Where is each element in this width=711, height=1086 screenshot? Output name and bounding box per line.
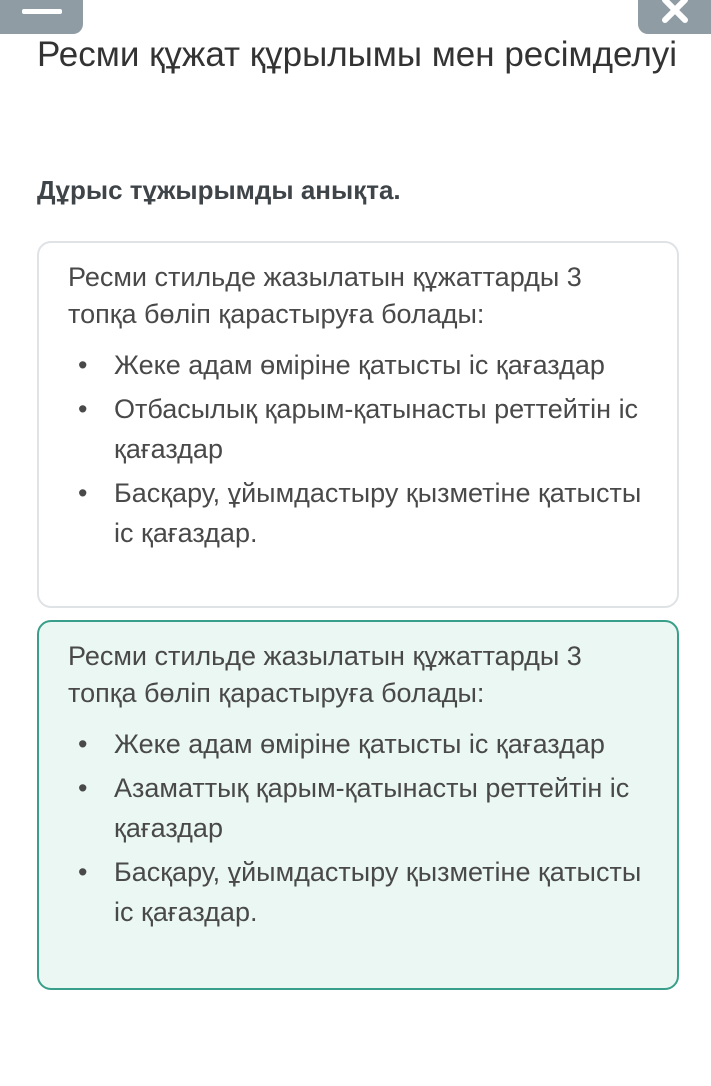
list-item (78, 724, 649, 764)
answer-option-2-selected[interactable] (37, 620, 679, 990)
list-item-text: Отбасылық қарым-қатынасты реттейтін іс қағаздар (114, 394, 639, 464)
list-item-text: Басқару, ұйымдастыру қызметіне қатысты іс қағаздар. (114, 857, 642, 927)
list-item (78, 852, 649, 932)
bullet-icon: • (78, 394, 88, 424)
close-icon (660, 0, 690, 25)
menu-button[interactable] (0, 0, 83, 34)
list-item (78, 768, 649, 848)
option-intro: Ресми стильде жазылатын құжаттарды 3 топқа бөліп қарастыруға болады: (68, 262, 582, 329)
close-button[interactable] (638, 0, 711, 34)
list-item-text: Жеке адам өміріне қатысты іс қағаздар (114, 350, 605, 380)
bullet-icon: • (78, 773, 88, 803)
page-title: Ресми құжат құрылымы мен ресімделуі (37, 35, 678, 74)
list-item-text: Азаматтық қарым-қатынасты реттейтін іс қағаздар (114, 773, 630, 843)
option-list (68, 345, 649, 553)
option-list (68, 724, 649, 932)
list-item (78, 389, 649, 469)
list-item (78, 345, 649, 385)
bullet-icon: • (78, 857, 88, 887)
list-item (78, 473, 649, 553)
answer-option-1[interactable] (37, 241, 679, 608)
bullet-icon: • (78, 350, 88, 380)
list-item-text: Жеке адам өміріне қатысты іс қағаздар (114, 729, 605, 759)
list-item-text: Басқару, ұйымдастыру қызметіне қатысты іс қағаздар. (114, 478, 642, 548)
question-prompt: Дұрыс тұжырымды анықта. (37, 175, 401, 205)
bullet-icon: • (78, 729, 88, 759)
option-intro: Ресми стильде жазылатын құжаттарды 3 топқа бөліп қарастыруға болады: (68, 641, 582, 708)
hamburger-icon (22, 9, 62, 14)
bullet-icon: • (78, 478, 88, 508)
